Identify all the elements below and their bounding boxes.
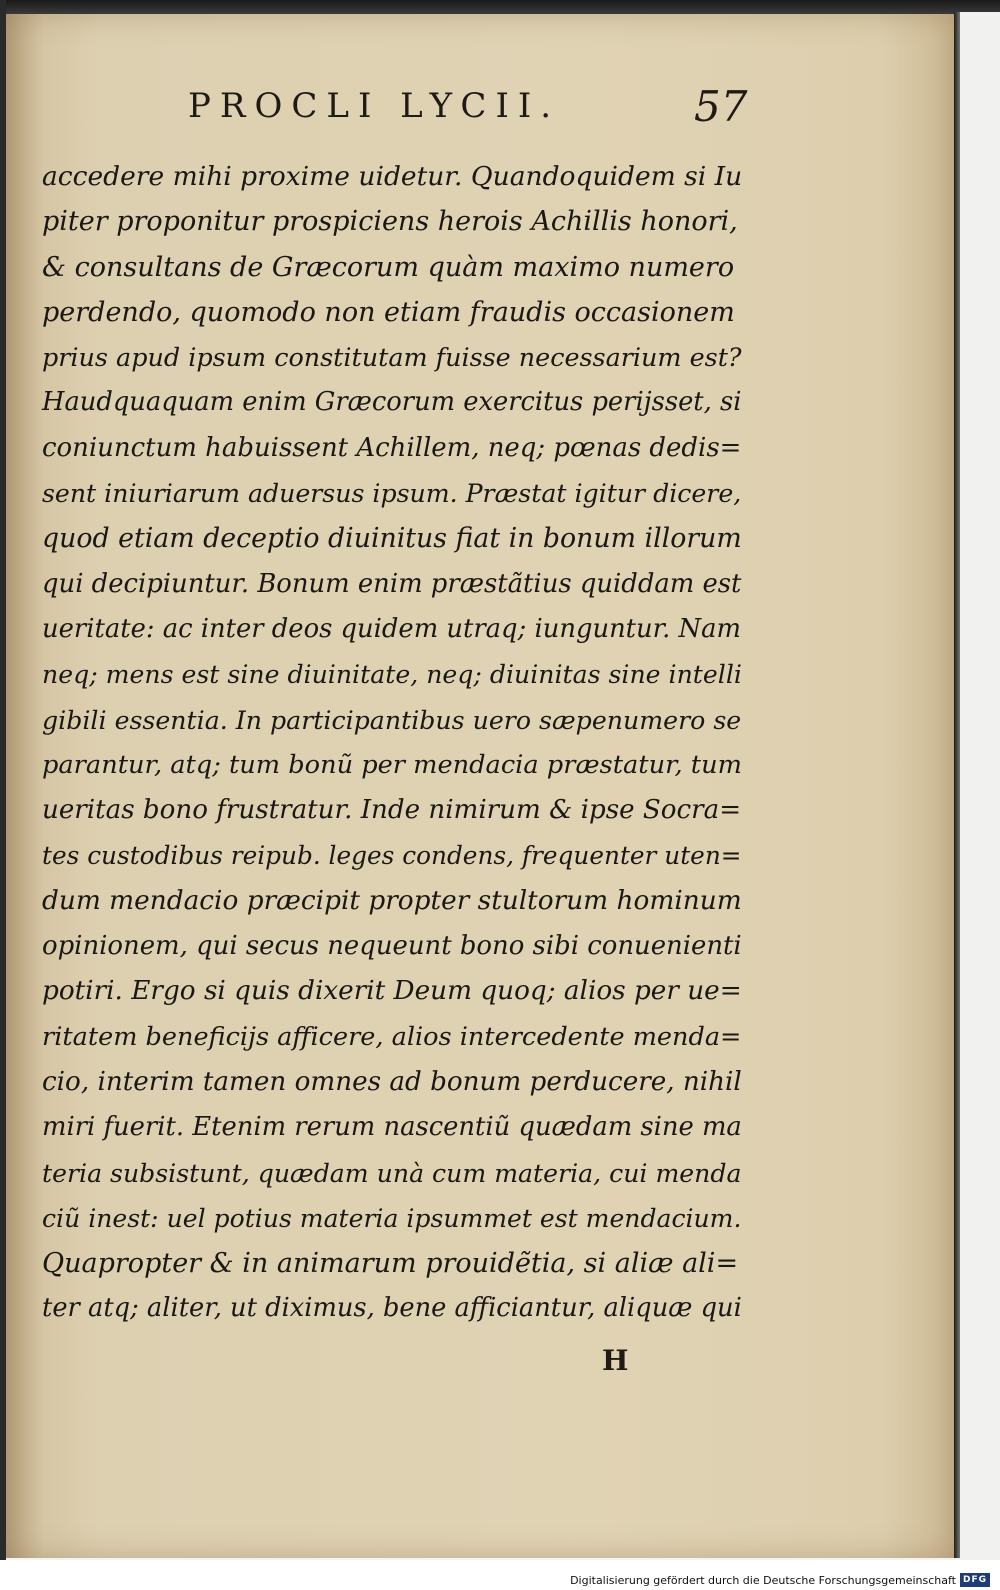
text-line: teria subsistunt, quædam unà cum materia, cui menda: [42, 1158, 742, 1188]
text-line: tes custodibus reipub. leges condens, frequenter uten=: [42, 841, 742, 871]
signature-mark: H: [602, 1344, 629, 1377]
body-text: [42, 154, 742, 1332]
text-line: dum mendacio præcipit propter stultorum hominum: [42, 885, 742, 916]
text-line: ciũ inest: uel potius materia ipsummet est mendacium.: [42, 1203, 742, 1233]
scan-right-margin: [958, 12, 1000, 1560]
page-edge-shadow: [954, 12, 960, 1558]
text-line: miri fuerit. Etenim rerum nascentiũ quædam sine ma: [42, 1112, 742, 1143]
text-line: ueritas bono frustratur. Inde nimirum & ipse Socra=: [42, 795, 742, 826]
running-head: PROCLI LYCII.: [188, 86, 561, 126]
book-page: [6, 14, 954, 1558]
text-line: & consultans de Græcorum quàm maximo numero: [42, 251, 735, 283]
text-line: accedere mihi proxime uidetur. Quandoquidem si Iu: [42, 161, 743, 192]
text-line: prius apud ipsum constitutam fuisse necessarium est?: [42, 342, 742, 373]
text-line: potiri. Ergo si quis dixerit Deum quoq; alios per ue=: [42, 976, 742, 1007]
text-line: piter proponitur prospiciens herois Achillis honori,: [42, 206, 738, 238]
text-line: ueritate: ac inter deos quidem utraq; iunguntur. Nam: [42, 613, 741, 644]
text-line: ter atq; aliter, ut diximus, bene afficiantur, aliquæ qui: [42, 1293, 742, 1324]
text-line: qui decipiuntur. Bonum enim præstãtius quiddam est: [42, 568, 742, 599]
funding-credit: Digitalisierung gefördert durch die Deutsche Forschungsgemeinschaft: [570, 1574, 956, 1587]
text-line: Haudquaquam enim Græcorum exercitus perijsset, si: [42, 387, 742, 418]
text-line: neq; mens est sine diuinitate, neq; diuinitas sine intelli: [42, 660, 742, 690]
text-line: parantur, atq; tum bonũ per mendacia præstatur, tum: [42, 749, 742, 780]
text-line: perdendo, quomodo non etiam fraudis occasionem: [42, 296, 735, 328]
text-line: cio, interim tamen omnes ad bonum perducere, nihil: [42, 1066, 742, 1097]
dfg-logo: DFG: [960, 1573, 990, 1587]
text-line: quod etiam deceptio diuinitus fiat in bonum illorum: [42, 523, 742, 555]
text-line: ritatem beneficijs afficere, alios intercedente menda=: [42, 1021, 742, 1052]
text-line: coniunctum habuissent Achillem, neq; pœnas dedis=: [42, 432, 742, 463]
scan-top-edge: [0, 0, 1000, 14]
text-line: Quapropter & in animarum prouidẽtia, si aliæ ali=: [42, 1248, 739, 1280]
text-line: opinionem, qui secus nequeunt bono sibi conuenienti: [42, 931, 742, 962]
page-number: 57: [694, 82, 748, 131]
text-line: gibili essentia. In participantibus uero sæpenumero se: [42, 705, 742, 735]
text-line: sent iniuriarum aduersus ipsum. Præstat igitur dicere,: [42, 479, 742, 509]
page-header: [166, 82, 766, 142]
